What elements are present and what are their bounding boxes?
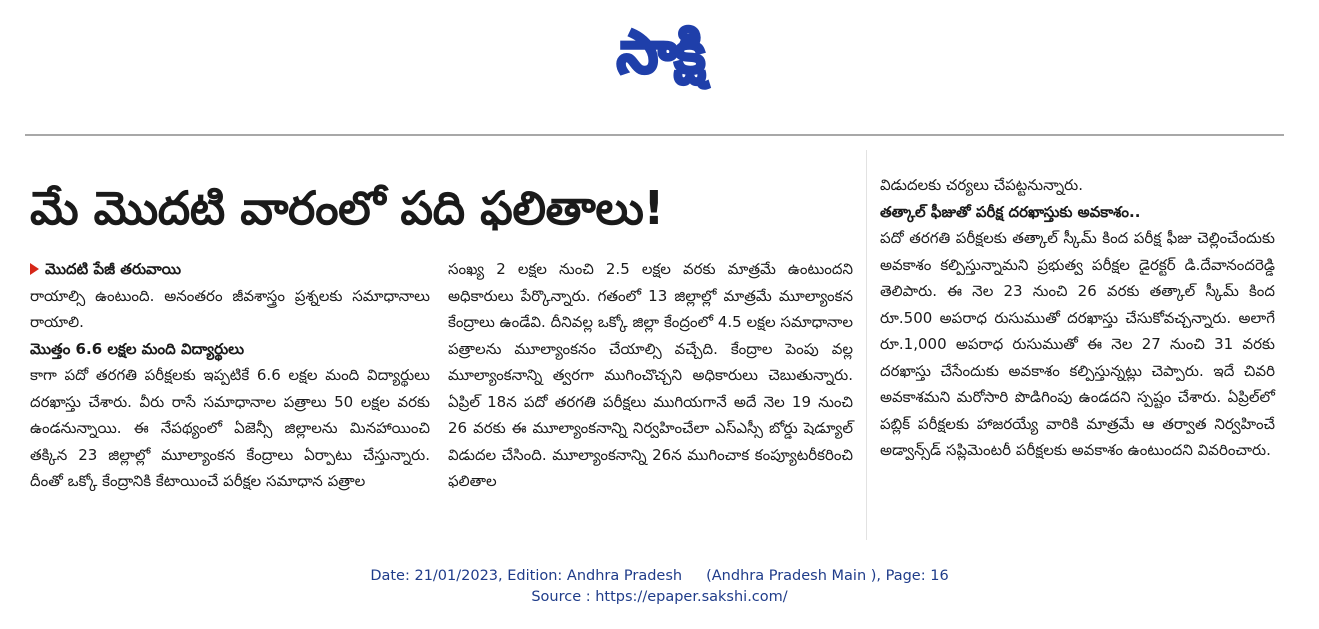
continued-from-front-page [30,256,430,283]
triangle-arrow-icon [30,263,39,275]
paragraph: విడుదలకు చర్యలు చేపట్టనున్నారు. [880,176,1084,194]
article-column-3 [880,172,1275,464]
source-line: Source : https://epaper.sakshi.com/ [531,589,788,605]
continued-label: మొదటి పేజీ తరువాయి [45,260,182,278]
edition-line [0,566,1319,587]
subheading: మొత్తం 6.6 లక్షల మంది విద్యార్థులు [30,339,245,358]
paragraph: రాయాల్సి ఉంటుంది. అనంతరం జీవశాస్త్రం ప్రశ్నలకు సమాధానాలు రాయాలి. [30,286,430,331]
sakshi-logo [560,8,760,100]
article-headline: మే మొదటి వారంలో పది ఫలితాలు! [30,180,664,235]
article-column-2 [448,256,853,495]
edition-footer [0,566,1319,608]
subheading: తత్కాల్ ఫీజుతో పరీక్ష దరఖాస్తుకు అవకాశం.. [880,202,1141,221]
svg-text:సాక్షి: సాక్షి [616,18,704,86]
main-page: (Andhra Pradesh Main ), Page: 16 [706,568,949,584]
paragraph: సంఖ్య 2 లక్షల నుంచి 2.5 లక్షల వరకు మాత్రమే ఉంటుందని అధికారులు పేర్కొన్నారు. గతంలో 13 జిల్లాల్లో మాత్రమే మూల్యాంకన కేంద్రాలు ఉండేవి. దీనివల్ల ఒక్కో జిల్లా కేంద్రంలో 4.5 లక్షల సమాధానాల పత్రాలను మూల్యాంకనం చేయాల్సి వచ్చేది. కేంద్రాల పెంపు వల్ల మూల్యాంకనాన్ని త్వరగా ముగించొచ్చని అధికారులు చెబుతున్నారు. ఏప్రిల్ 18న పదో తరగతి పరీక్షలు ముగియగానే అదే నెల 19 నుంచి 26 వరకు ఈ మూల్యాంకనాన్ని నిర్వహించేలా ఎస్ఎస్సీ బోర్డు షెడ్యూల్ విడుదల చేసింది. మూల్యాంకనాన్ని 26న ముగించాక కంప్యూటరీకరించి ఫలితాల [448,260,853,490]
paragraph: పదో తరగతి పరీక్షలకు తత్కాల్ స్కీమ్ కింద పరీక్ష ఫీజు చెల్లించేందుకు అవకాశం కల్పిస్తున్నామని ప్రభుత్వ పరీక్షల డైరక్టర్ డి.దేవానందరెడ్డి తెలిపారు. ఈ నెల 23 నుంచి 26 వరకు తత్కాల్ స్కీమ్ కింద రూ.500 అపరాధ రుసుముతో దరఖాస్తు చేసుకోవచ్చన్నారు. అలాగే రూ.1,000 అపరాధ రుసుముతో ఈ నెల 27 నుంచి 31 వరకు దరఖాస్తు చేసేందుకు అవకాశం కల్పిస్తున్నట్లు చెప్పారు. ఇదే చివరి అవకాశమని మరోసారి పొడిగింపు ఉండదని స్పష్టం చేశారు. ఏప్రిల్‌లో పబ్లిక్ పరీక్షలకు హాజరయ్యే వారికి మాత్రమే ఆ తర్వాత నిర్వహించే అడ్వాన్స్‌డ్ సప్లిమెంటరీ పరీక్షలకు అవకాశం ఉంటుందని వివరించారు. [880,229,1275,459]
article-column-1 [30,256,430,495]
paragraph: కాగా పదో తరగతి పరీక్షలకు ఇప్పటికే 6.6 లక్షల మంది విద్యార్థులు దరఖాస్తు చేశారు. వీరు రాసే సమాధానాల పత్రాలు 50 లక్షల వరకు ఉండనున్నాయి. ఈ నేపథ్యంలో ఏజెన్సీ జిల్లాలను మినహాయించి తక్కిన 23 జిల్లాల్లో మూల్యాంకన కేంద్రాలు ఏర్పాటు చేస్తున్నారు. దీంతో ఒక్కో కేంద్రానికి కేటాయించే పరీక్షల సమాధాన పత్రాల [30,366,430,490]
header-rule [25,134,1284,136]
column-divider [866,150,867,540]
date-edition: Date: 21/01/2023, Edition: Andhra Pradesh [370,568,683,584]
